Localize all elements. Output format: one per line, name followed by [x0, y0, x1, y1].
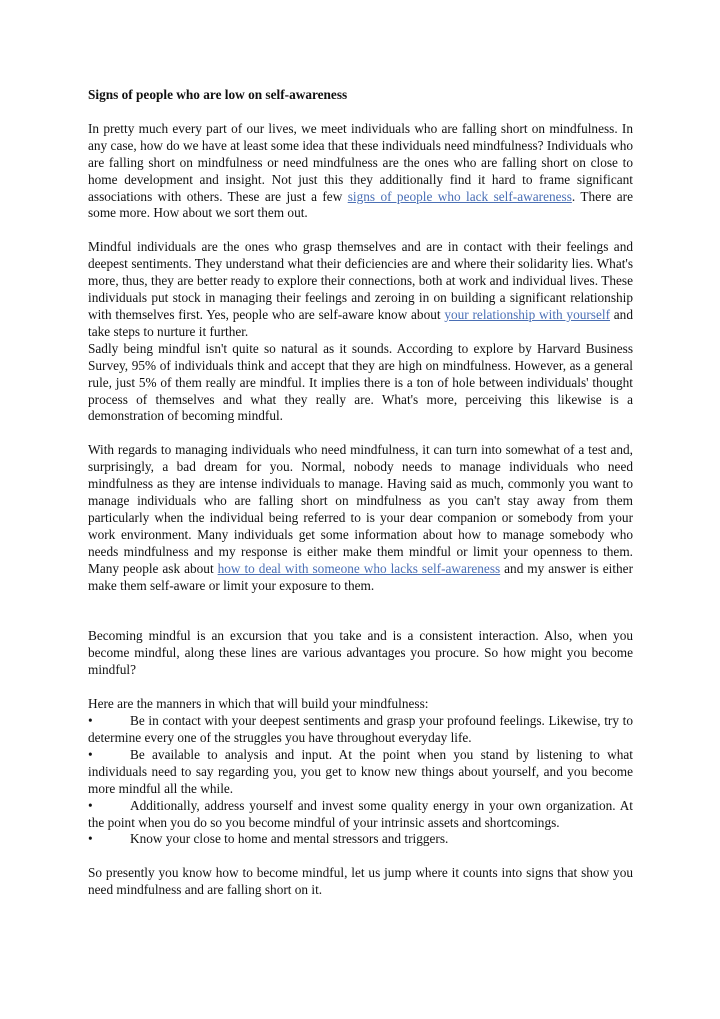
paragraph-text: . There are some more. How about we sort them out. [88, 188, 633, 221]
paragraph-text: Mindful individuals are the ones who grasp themselves and are in contact with their feelings and deepest sentiments. They understand what their deficiencies are and where their solidarity lies. What's more, thus, they are better ready to explore their connections, both at work and individual lives. These individuals put stock in managing their feelings and zeroing in on building a significant relationship with themselves first. Yes, people who are self-aware know about [88, 239, 633, 322]
list-item [88, 747, 633, 798]
paragraph-list-intro: Here are the manners in which that will build your mindfulness: [88, 696, 429, 712]
paragraph-becoming-mindful: Becoming mindful is an excursion that you take and is a consistent interaction. Also, when you become mindful, along these lines are various advantages you procure. So how might you become mindful? [88, 628, 633, 678]
paragraph-managing-individuals [88, 442, 633, 594]
list-item [88, 713, 633, 747]
link-deal-with-someone[interactable]: how to deal with someone who lacks self-awareness [217, 560, 501, 576]
bullet-icon: • [88, 713, 93, 729]
bullet-icon: • [88, 746, 93, 762]
paragraph-text: and my answer is either make them self-aware or limit your exposure to them. [88, 560, 634, 593]
document-title: Signs of people who are low on self-awareness [88, 87, 348, 102]
bullet-icon: • [88, 831, 93, 847]
list-item [88, 831, 633, 848]
paragraph-conclusion: So presently you know how to become mindful, let us jump where it counts into signs that show you need mindfulness and are falling short on it. [88, 865, 633, 898]
paragraph-mindful-individuals [88, 239, 633, 340]
link-relationship-with-yourself[interactable]: your relationship with yourself [444, 306, 611, 322]
document-body [88, 87, 633, 899]
paragraph-text: and take steps to nurture it further. [88, 306, 633, 339]
list-item [88, 798, 633, 832]
list-item-text: Know your close to home and mental stressors and triggers. [130, 831, 449, 847]
bullet-icon: • [88, 797, 93, 813]
paragraph-harvard-survey: Sadly being mindful isn't quite so natural as it sounds. According to explore by Harvard Business Survey, 95% of individuals think and accept that they are high on mindfulness. However, as a general rule, just 5% of them really are mindful. It implies there is a ton of hole between individuals' thought process of themselves and what they really are. What's more, perceiving this likewise is a demonstration of becoming mindful. [88, 340, 633, 424]
list-item-text: Be in contact with your deepest sentiments and grasp your profound feelings. Likewise, try to determine every one of the struggles you have throughout everyday life. [88, 713, 633, 745]
link-signs-lack-self-awareness[interactable]: signs of people who lack self-awareness [347, 188, 572, 204]
list-item-text: Additionally, address yourself and invest some quality energy in your own organization. At the point when you do so you become mindful of your intrinsic assets and shortcomings. [88, 797, 633, 830]
paragraph-intro [88, 121, 633, 222]
paragraph-text: In pretty much every part of our lives, we meet individuals who are falling short on mindfulness. In any case, how do we have at least some idea that these individuals need mindfulness? Individuals who are falling short on mindfulness or need mindfulness are the ones who are falling short on close to home development and insight. Not just this they additionally find it hard to frame significant associations with others. These are just a few [88, 120, 633, 204]
list-item-text: Be available to analysis and input. At the point when you stand by listening to what individuals need to say regarding you, you get to know new things about yourself, and you become more mindful all the while. [88, 746, 633, 796]
paragraph-text: With regards to managing individuals who need mindfulness, it can turn into somewhat of a test and, surprisingly, a bad dream for you. Normal, nobody needs to manage individuals who need mindfulness as they are intense individuals to manage. Having said as much, commonly you want to manage individuals who are falling short on mindfulness as you can't stay away from them particularly when the individual being referred to is your dear companion or somebody from your work environment. Many individuals get some information about how to manage somebody who needs mindfulness and my response is either make them mindful or limit your openness to them. Many people ask about [88, 442, 633, 576]
